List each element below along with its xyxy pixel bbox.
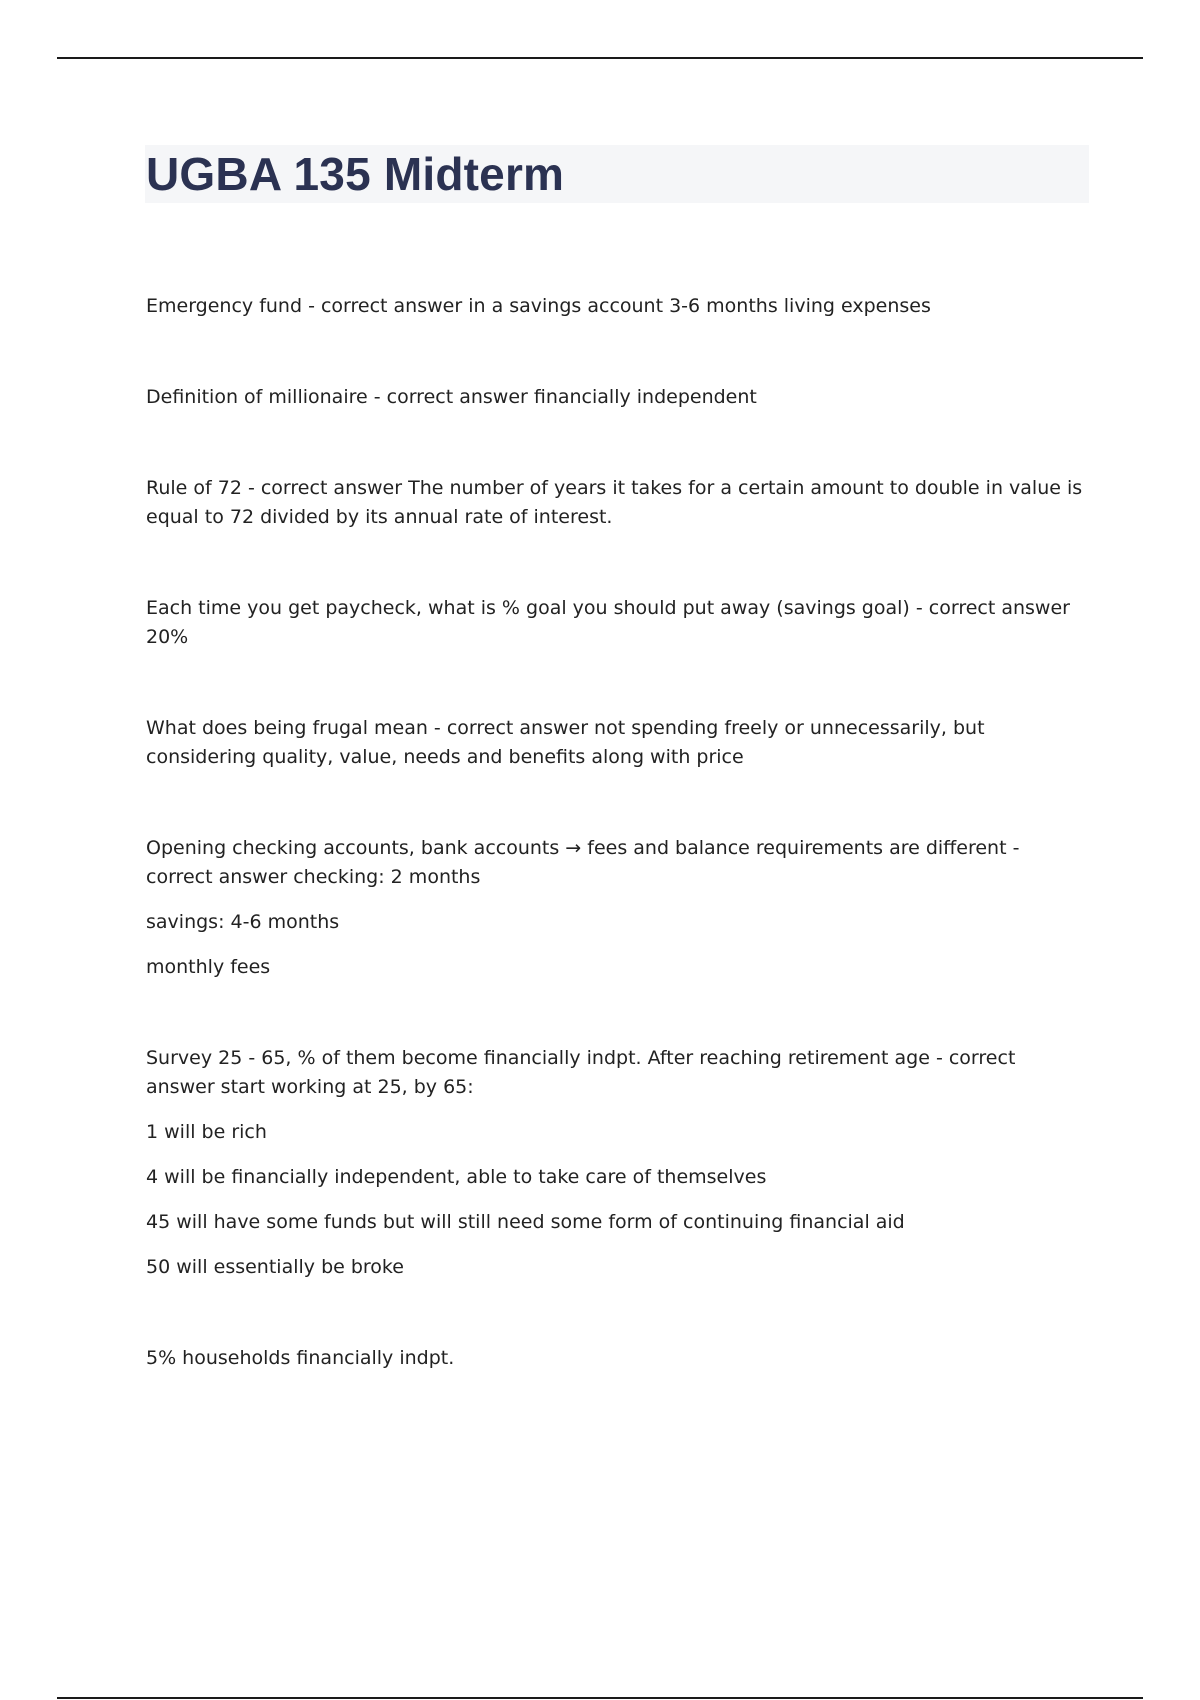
entry-rule-of-72 <box>146 474 1086 532</box>
entry-text: Opening checking accounts, bank accounts → fees and balance requirements are different - correct answer checking: 2 months <box>146 837 1020 888</box>
entry-detail: 1 will be rich <box>146 1121 267 1143</box>
entry-text: Rule of 72 - correct answer The number of years it takes for a certain amount to double in value is equal to 72 divided by its annual rate of interest. <box>146 477 1083 528</box>
entry-checking-accounts <box>146 834 1086 982</box>
entry-text: Definition of millionaire - correct answer financially independent <box>146 386 757 408</box>
top-rule <box>57 57 1143 59</box>
entry-detail: monthly fees <box>146 956 271 978</box>
entry-emergency-fund <box>146 292 1086 321</box>
entry-text: Survey 25 - 65, % of them become financially indpt. After reaching retirement age - correct answer start working at 25, by 65: <box>146 1047 1016 1098</box>
entry-detail: 4 will be financially independent, able to take care of themselves <box>146 1166 767 1188</box>
entry-detail: 50 will essentially be broke <box>146 1256 404 1278</box>
entry-frugal <box>146 714 1086 772</box>
entry-text: 5% households financially indpt. <box>146 1347 455 1369</box>
entry-text: Emergency fund - correct answer in a savings account 3-6 months living expenses <box>146 295 931 317</box>
entry-detail: savings: 4-6 months <box>146 911 340 933</box>
document-title: UGBA 135 Midterm <box>146 148 565 200</box>
entry-households-independent <box>146 1344 1086 1373</box>
entry-text: Each time you get paycheck, what is % goal you should put away (savings goal) - correct answer 20% <box>146 597 1070 648</box>
entry-text: What does being frugal mean - correct answer not spending freely or unnecessarily, but considering quality, value, needs and benefits along with price <box>146 717 985 768</box>
entry-millionaire-definition <box>146 383 1086 412</box>
entry-retirement-survey <box>146 1044 1086 1282</box>
flashcard-list <box>146 292 1086 1435</box>
bottom-rule <box>57 1697 1143 1699</box>
entry-savings-goal <box>146 594 1086 652</box>
entry-detail: 45 will have some funds but will still need some form of continuing financial aid <box>146 1211 905 1233</box>
